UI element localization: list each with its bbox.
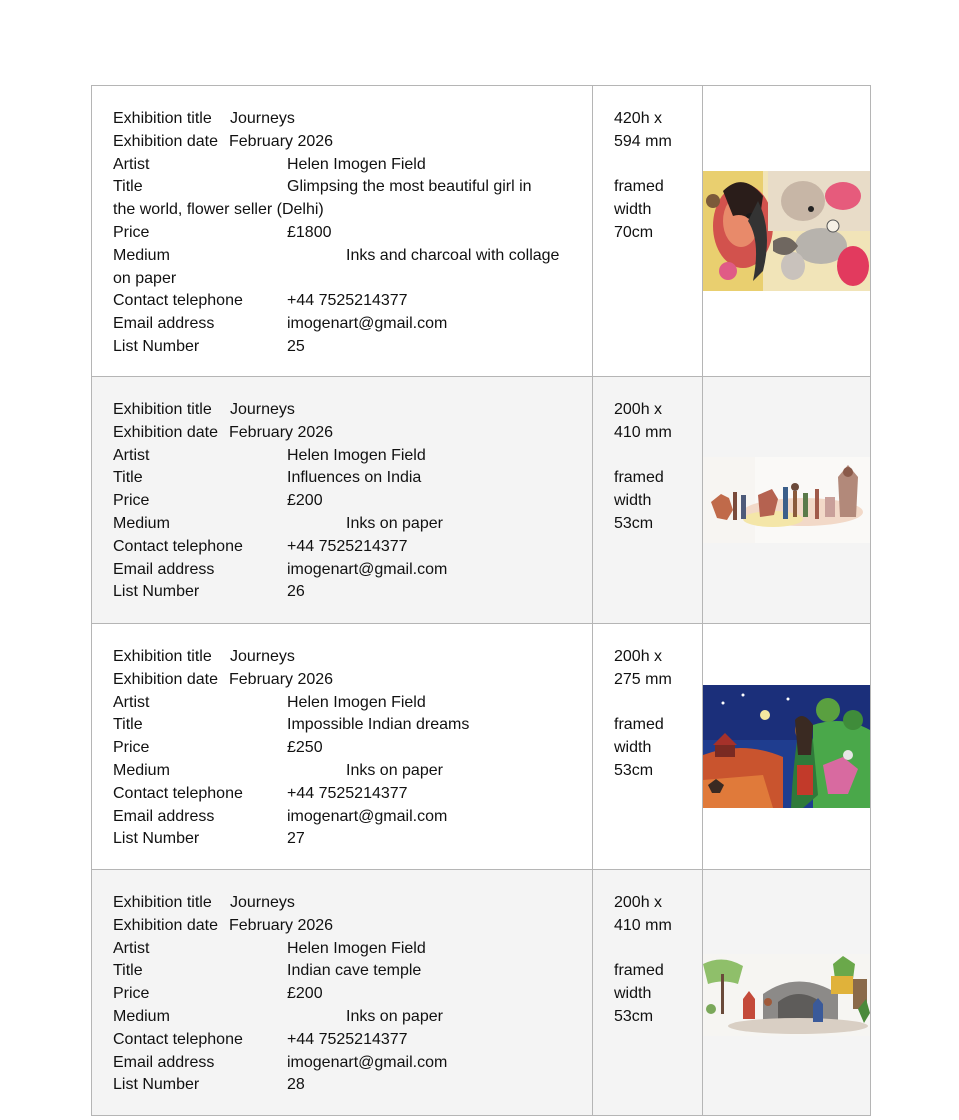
label-email: Email address: [113, 315, 215, 333]
label-list-number: List Number: [113, 583, 200, 601]
artwork-image-cell: [703, 86, 871, 376]
label-list-number: List Number: [113, 1076, 200, 1094]
exhibition-title-value: Journeys: [230, 401, 295, 418]
label-list-number: List Number: [113, 337, 200, 355]
label-contact: Contact telephone: [113, 784, 243, 802]
artwork-thumbnail[interactable]: [703, 954, 870, 1036]
artwork-size: [593, 377, 703, 623]
title-value: Indian cave temple: [287, 962, 422, 980]
label-exhibition-date: Exhibition date: [113, 916, 218, 934]
label-email: Email address: [113, 807, 215, 825]
exhibition-title-value: Journeys: [230, 110, 295, 127]
label-title: Title: [113, 469, 143, 487]
size-dimensions-unit: 410 mm: [614, 916, 672, 934]
exhibition-date-value: February 2026: [229, 132, 334, 150]
artwork-details: [92, 86, 593, 376]
width-label: width: [614, 201, 652, 219]
artist-value: Helen Imogen Field: [287, 693, 426, 711]
medium-value: Inks and charcoal with collage: [346, 246, 560, 264]
framed-label: framed: [614, 962, 664, 980]
artwork-image-cell: [703, 624, 871, 869]
artwork-size: [593, 624, 703, 869]
label-exhibition-title: Exhibition title: [113, 648, 212, 665]
contact-value: +44 7525214377: [287, 292, 408, 310]
label-artist: Artist: [113, 939, 150, 957]
artwork-details: [92, 377, 593, 623]
artist-value: Helen Imogen Field: [287, 155, 426, 173]
medium-value: Inks on paper: [346, 1007, 443, 1025]
list-number-value: 28: [287, 1076, 305, 1094]
label-title: Title: [113, 962, 143, 980]
framed-label: framed: [614, 716, 664, 734]
list-number-value: 26: [287, 583, 305, 601]
exhibition-date-value: February 2026: [229, 670, 334, 688]
label-medium: Medium: [113, 246, 170, 264]
exhibition-title-value: Journeys: [230, 894, 295, 911]
artwork-thumbnail[interactable]: [703, 457, 870, 543]
title-value-continued: the world, flower seller (Delhi): [113, 201, 324, 219]
list-number-value: 25: [287, 337, 305, 355]
label-email: Email address: [113, 1053, 215, 1071]
size-dimensions: 200h x: [614, 401, 663, 418]
exhibition-date-value: February 2026: [229, 423, 334, 441]
email-value: imogenart@gmail.com: [287, 807, 448, 825]
artwork-size: [593, 86, 703, 376]
label-price: Price: [113, 223, 150, 241]
label-price: Price: [113, 739, 150, 757]
label-exhibition-title: Exhibition title: [113, 894, 212, 911]
medium-value: Inks on paper: [346, 514, 443, 532]
contact-value: +44 7525214377: [287, 1030, 408, 1048]
artwork-row: [92, 86, 871, 377]
label-contact: Contact telephone: [113, 537, 243, 555]
artist-value: Helen Imogen Field: [287, 446, 426, 464]
artwork-image-cell: [703, 870, 871, 1115]
email-value: imogenart@gmail.com: [287, 560, 448, 578]
label-artist: Artist: [113, 446, 150, 464]
label-medium: Medium: [113, 514, 170, 532]
label-price: Price: [113, 492, 150, 510]
label-medium: Medium: [113, 761, 170, 779]
list-number-value: 27: [287, 830, 305, 848]
width-label: width: [614, 492, 652, 510]
price-value: £200: [287, 985, 323, 1003]
framed-width-value: 53cm: [614, 514, 654, 532]
exhibition-date-value: February 2026: [229, 916, 334, 934]
framed-label: framed: [614, 178, 664, 196]
size-dimensions: 200h x: [614, 894, 663, 911]
label-exhibition-title: Exhibition title: [113, 110, 212, 127]
artwork-thumbnail[interactable]: [703, 171, 870, 291]
abstract-face-collage-image: [703, 171, 870, 291]
email-value: imogenart@gmail.com: [287, 315, 448, 333]
label-medium: Medium: [113, 1007, 170, 1025]
artwork-size: [593, 870, 703, 1115]
framed-width-value: 70cm: [614, 223, 654, 241]
procession-sketch-image: [703, 457, 870, 543]
artwork-image-cell: [703, 377, 871, 623]
artwork-row: [92, 624, 871, 870]
cave-temple-scene-image: [703, 954, 870, 1036]
title-value: Influences on India: [287, 469, 422, 487]
label-list-number: List Number: [113, 830, 200, 848]
label-exhibition-title: Exhibition title: [113, 401, 212, 418]
medium-value: Inks on paper: [346, 761, 443, 779]
night-village-scene-image: [703, 685, 870, 808]
label-price: Price: [113, 985, 150, 1003]
contact-value: +44 7525214377: [287, 784, 408, 802]
price-value: £1800: [287, 223, 332, 241]
label-exhibition-date: Exhibition date: [113, 670, 218, 688]
label-exhibition-date: Exhibition date: [113, 132, 218, 150]
size-dimensions: 420h x: [614, 110, 663, 127]
framed-width-value: 53cm: [614, 1007, 654, 1025]
label-title: Title: [113, 178, 143, 196]
label-title: Title: [113, 716, 143, 734]
size-dimensions-unit: 410 mm: [614, 423, 672, 441]
label-artist: Artist: [113, 693, 150, 711]
contact-value: +44 7525214377: [287, 537, 408, 555]
label-email: Email address: [113, 560, 215, 578]
title-value: Impossible Indian dreams: [287, 716, 470, 734]
label-artist: Artist: [113, 155, 150, 173]
size-dimensions: 200h x: [614, 648, 663, 665]
label-contact: Contact telephone: [113, 1030, 243, 1048]
medium-value-continued: on paper: [113, 269, 177, 287]
width-label: width: [614, 985, 652, 1003]
email-value: imogenart@gmail.com: [287, 1053, 448, 1071]
artwork-list-table: [91, 85, 871, 1116]
artist-value: Helen Imogen Field: [287, 939, 426, 957]
label-exhibition-date: Exhibition date: [113, 423, 218, 441]
artwork-details: [92, 870, 593, 1115]
artwork-row: [92, 377, 871, 624]
title-value: Glimpsing the most beautiful girl in: [287, 178, 532, 196]
size-dimensions-unit: 594 mm: [614, 132, 672, 150]
artwork-details: [92, 624, 593, 869]
label-contact: Contact telephone: [113, 292, 243, 310]
exhibition-title-value: Journeys: [230, 648, 295, 665]
price-value: £250: [287, 739, 323, 757]
width-label: width: [614, 739, 652, 757]
price-value: £200: [287, 492, 323, 510]
framed-width-value: 53cm: [614, 761, 654, 779]
artwork-row: [92, 870, 871, 1116]
artwork-thumbnail[interactable]: [703, 685, 870, 808]
framed-label: framed: [614, 469, 664, 487]
size-dimensions-unit: 275 mm: [614, 670, 672, 688]
